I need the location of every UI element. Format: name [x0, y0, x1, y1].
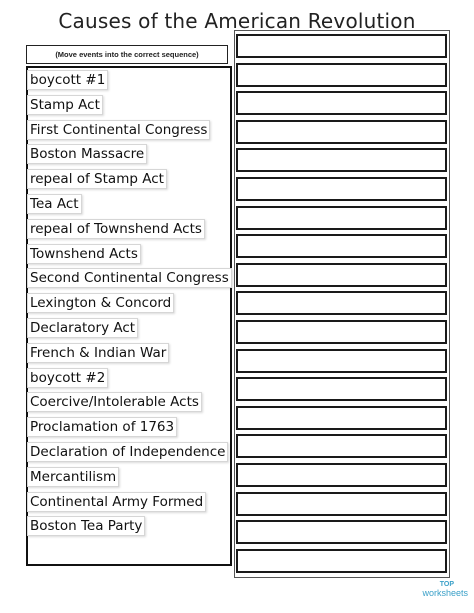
- logo-top-text: TOP: [439, 581, 454, 588]
- event-tile[interactable]: Townshend Acts: [27, 244, 141, 264]
- event-tile[interactable]: Second Continental Congress: [27, 268, 232, 288]
- drop-slot[interactable]: [236, 377, 447, 401]
- drop-slot[interactable]: [236, 120, 447, 144]
- event-tile[interactable]: repeal of Townshend Acts: [27, 219, 205, 239]
- drop-slot[interactable]: [236, 492, 447, 516]
- event-tile[interactable]: First Continental Congress: [27, 120, 210, 140]
- drop-slot[interactable]: [236, 263, 447, 287]
- event-tile[interactable]: Lexington & Concord: [27, 293, 174, 313]
- drop-slot[interactable]: [236, 177, 447, 201]
- drop-slot[interactable]: [236, 234, 447, 258]
- drop-slot[interactable]: [236, 291, 447, 315]
- event-tile[interactable]: Coercive/Intolerable Acts: [27, 392, 202, 412]
- drop-slot[interactable]: [236, 406, 447, 430]
- drop-slot[interactable]: [236, 63, 447, 87]
- drop-slot[interactable]: [236, 91, 447, 115]
- drop-slot[interactable]: [236, 148, 447, 172]
- logo-worksheets-text: worksheets: [422, 588, 468, 598]
- event-tile[interactable]: Declaration of Independence: [27, 442, 228, 462]
- event-tile[interactable]: Mercantilism: [27, 467, 119, 487]
- event-tile[interactable]: French & Indian War: [27, 343, 169, 363]
- event-tile[interactable]: Declaratory Act: [27, 318, 138, 338]
- event-tile[interactable]: boycott #1: [27, 70, 108, 90]
- instructions-text: (Move events into the correct sequence): [55, 50, 199, 59]
- event-tile[interactable]: Stamp Act: [27, 95, 103, 115]
- drop-slot[interactable]: [236, 320, 447, 344]
- event-tile[interactable]: Boston Tea Party: [27, 516, 145, 536]
- page-title: Causes of the American Revolution: [58, 9, 416, 33]
- event-tile[interactable]: Continental Army Formed: [27, 492, 206, 512]
- event-tile[interactable]: boycott #2: [27, 368, 108, 388]
- drop-slot[interactable]: [236, 349, 447, 373]
- event-tile[interactable]: Boston Massacre: [27, 144, 147, 164]
- drop-slot[interactable]: [236, 520, 447, 544]
- event-tile[interactable]: repeal of Stamp Act: [27, 169, 167, 189]
- drop-slot[interactable]: [236, 434, 447, 458]
- instructions-label: [26, 45, 228, 64]
- drop-slot[interactable]: [236, 549, 447, 573]
- event-tile[interactable]: Proclamation of 1763: [27, 417, 177, 437]
- drop-slot[interactable]: [236, 34, 447, 58]
- topworksheets-logo: [414, 580, 468, 606]
- event-tile[interactable]: Tea Act: [27, 194, 82, 214]
- drop-slot[interactable]: [236, 463, 447, 487]
- drop-slot[interactable]: [236, 206, 447, 230]
